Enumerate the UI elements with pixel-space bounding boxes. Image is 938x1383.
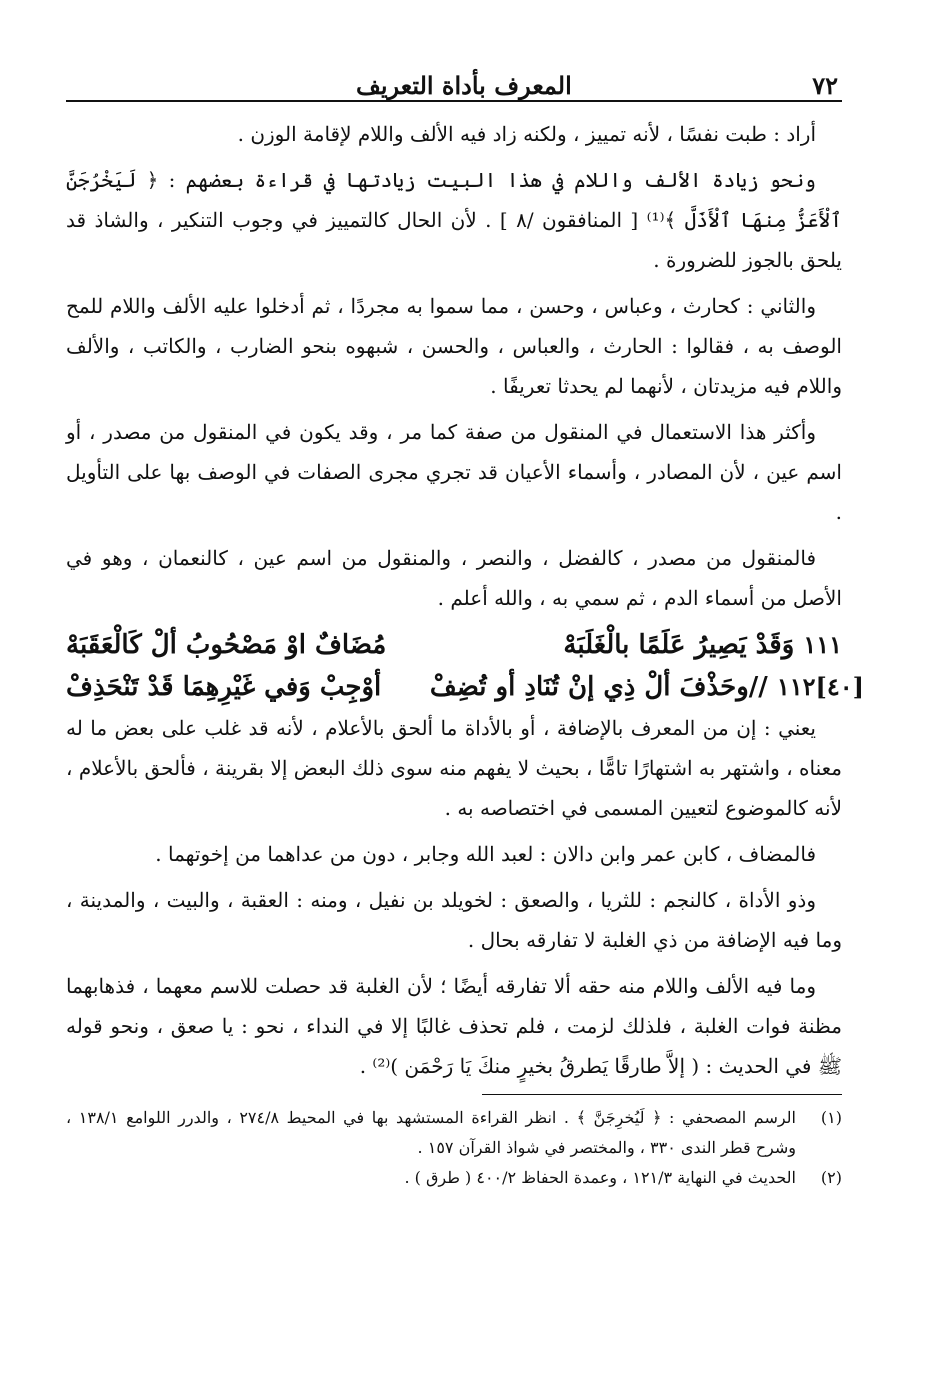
page-title: المعرف بأداة التعريف [356, 71, 572, 100]
footnote-number: (٢) [820, 1168, 842, 1187]
footnote-text: الرسم المصحفي : ﴿ لَيُخرِجَنَّ ﴾ . انظر القراءة المستشهد بها في المحيط ٢٧٤/٨ ، والدرر اللوامع ١٣٨/١ ، وشرح قطر الندى ٣٣٠ ، والمختصر في شواذ القرآن ١٥٧ . [66, 1108, 796, 1157]
verse-number: [٤٠]١١٢ [776, 672, 864, 701]
paragraph: يعني : إن من المعرف بالإضافة ، أو بالأداة ما ألحق بالأعلام ، لأنه قد غلب على بعض ما له معناه ، واشتهر به اشتهارًا تامًّا ، بحيث لا يفهم منه سوى ذلك البعض إلا بقرينة ، فألحق بالأعلام ، لأنه كالموضوع لتعيين المسمى في اختصاصه به . [66, 716, 842, 820]
verse-second-half: أوْجِبْ وَفي غَيْرِهِمَا قَدْ تَنْحَذِفْ [66, 672, 382, 702]
footnote-divider [482, 1094, 842, 1095]
footnote [66, 1103, 842, 1163]
footnote [66, 1163, 842, 1193]
paragraph: أراد : طبت نفسًا ، لأنه تمييز ، ولكنه زاد فيه الألف واللام لإقامة الوزن . [237, 122, 816, 146]
verse-line [66, 624, 842, 666]
paragraph: ونحو زيادة الألف واللام في هذا البيت زيادتها في قراءة بعضهم : ﴿ لَيَخْرُجَنَّ ٱلْأَعَزُّ مِنهَا ٱلْأَذَلَّ ﴾⁽¹⁾ [ المنافقون /٨ ] . لأن الحال كالتمييز في وجوب التنكير ، والشاذ قد يلحق بالجوز للضرورة . [66, 168, 842, 272]
paragraph: وذو الأداة ، كالنجم : للثريا ، والصعق : لخويلد بن نفيل ، ومنه : العقبة ، والبيت ، والمدينة ، وما فيه الإضافة من ذي الغلبة لا تفارقه بحال . [66, 888, 842, 952]
paragraph: وما فيه الألف واللام منه حقه ألا تفارقه أيضًا ؛ لأن الغلبة قد حصلت للاسم معهما ، فذهابهما مظنة فوات الغلبة ، فلذلك لزمت ، فلم تحذف غالبًا إلا في النداء ، نحو : يا صعق ، ونحو قوله ﷺ في الحديث : ( إلاَّ طارقًا يَطرقُ بخيرٍ منكَ يَا رَحْمَن )⁽²⁾ . [66, 974, 842, 1078]
footnote-number: (١) [820, 1108, 842, 1127]
verse-first-half: ١١١ وَقَدْ يَصِيرُ عَلَمًا بالْغَلَبَهْ [563, 630, 842, 660]
paragraph: وأكثر هذا الاستعمال في المنقول من صفة كما مر ، وقد يكون في المنقول من مصدر ، أو اسم عين ، لأن المصادر ، وأسماء الأعيان قد تجري مجرى الصفات في الوصف بها على التأويل . [66, 420, 842, 524]
footnote-text: الحديث في النهاية ١٢١/٣ ، وعمدة الحفاظ ٤٠٠/٢ ( طرق ) . [404, 1168, 796, 1187]
document-page [66, 58, 864, 1193]
page-header [66, 58, 842, 102]
verse-line [66, 666, 864, 708]
paragraph: والثاني : كحارث ، وعباس ، وحسن ، مما سموا به مجردًا ، ثم أدخلوا عليه الألف واللام للمح الوصف به ، فقالوا : الحارث ، والعباس ، والحسن ، شبهوه بنحو الضارب ، والكاتب ، والألف واللام فيه مزيدتان ، لأنهما لم يحدثا تعريفًا . [66, 294, 842, 398]
verse-number: ١١١ [803, 630, 842, 659]
paragraph: فالمضاف ، كابن عمر وابن دالان : لعبد الله وجابر ، دون من عداهما من إخوتهما . [155, 842, 816, 866]
paragraph: فالمنقول من مصدر ، كالفضل ، والنصر ، والمنقول من اسم عين ، كالنعمان ، وهو في الأصل من أسماء الدم ، ثم سمي به ، والله أعلم . [66, 546, 842, 610]
page-number: ٧٢ [812, 71, 838, 100]
verse-first-half: [٤٠]١١٢ //وحَذْفَ ألْ ذِي إنْ تُنَادِ أو تُضِفْ [429, 672, 864, 702]
page-body [66, 114, 864, 1193]
verse-second-half: مُضَافٌ اوْ مَصْحُوبُ ألْ كَالْعَقَبَهْ [66, 630, 387, 660]
